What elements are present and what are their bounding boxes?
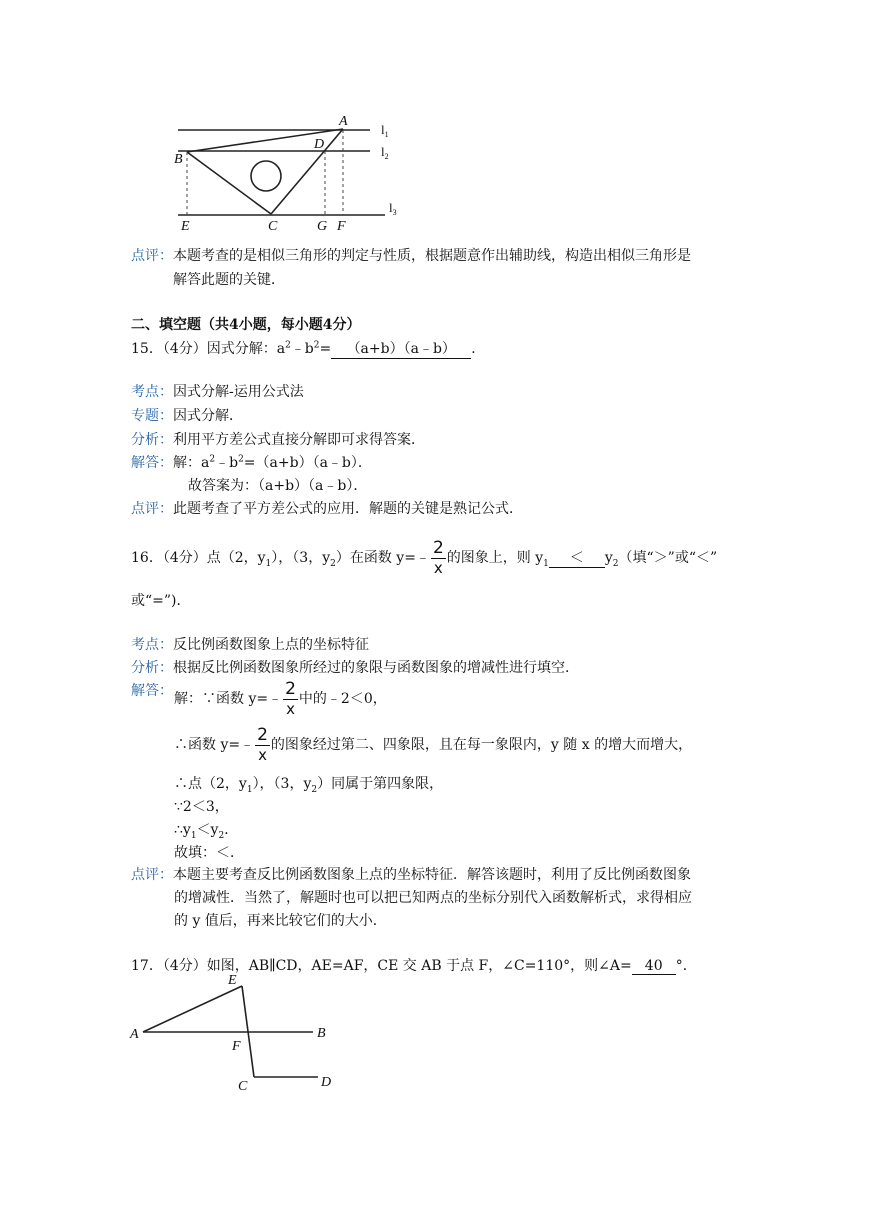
label-E: E [181,219,190,234]
q15-solution-line2: 故答案为：（a+b）（a﹣b）． [188,478,368,494]
section-title: 二、填空题（共4小题，每小题4分） [131,317,361,333]
q15-analysis: 分析：利用平方差公式直接分解即可求得答案． [131,432,425,448]
q15-comment: 点评：此题考查了平方差公式的应用．解题的关键是熟记公式． [131,501,523,517]
label-l2: $l_2$ [381,144,389,161]
q16-analysis: 分析：根据反比例函数图象所经过的象限与函数图象的增减性进行填空． [131,660,579,676]
label-C2: C [238,1079,248,1094]
comment-label: 点评 [131,248,159,264]
q16-solution-line6: 故填：＜． [174,845,244,861]
figure-parallel-lines-triangle [160,108,420,236]
label-B: B [174,152,183,167]
q16-answer: ＜ [549,547,605,568]
q15-solution: 解答：解：$a^2﹣b^2=(a+b)(a﹣b)$． [131,454,372,471]
q14-comment-line2: 解答此题的关键． [173,272,285,288]
label-B2: B [317,1026,326,1041]
q16-solution-line1: 解：∵函数 y=﹣ $\frac{2}{x}$ 中的﹣2＜0， [174,679,387,718]
q16-comment-line2: 的增减性．当然了，解题时也可以把已知两点的坐标分别代入函数解析式，求得相应 [174,890,692,906]
q16-comment: 点评：本题主要考查反比例函数图象上点的坐标特征．解答该题时，利用了反比例函数图象 [131,867,691,883]
q16-solution-line2: ∴函数 y=﹣ $\frac{2}{x}$ 的图象经过第二、四象限，且在每一象限内，y 随 x 的增大而增大， [174,725,693,764]
q16-stem-line2: 或“=”)． [131,593,191,609]
label-D: D [314,137,325,152]
label-A2: A [130,1027,139,1042]
q15-topic: 专题：因式分解． [131,408,243,424]
q16-solution-line3: ∴点（2，$y_1$），（3，$y_2$）同属于第四象限， [174,776,444,795]
label-l3: $l_3$ [389,200,397,217]
q16-stem: 16．（4分）点（2，$y_1$），（3，$y_2$）在函数 y=﹣ $\frac{2}{x}$ 的图象上，则 $y_1 < y_2$（填“＞”或“＜” [131,538,718,577]
label-D2: D [321,1075,332,1090]
q16-solution-line5: $\therefore y_1<y_2$． [174,822,239,841]
q16-solution-label: 解答： [131,683,173,699]
q16-point: 考点：反比例函数图象上点的坐标特征 [131,637,369,653]
label-A: A [339,114,348,129]
q15-answer: （a+b）（a﹣b） [331,338,471,359]
q16-comment-line3: 的 y 值后，再来比较它们的大小． [174,913,387,929]
q14-comment: 点评：本题考查的是相似三角形的判定与性质，根据题意作出辅助线，构造出相似三角形是 [131,248,691,264]
label-F: F [337,219,346,234]
label-C: C [268,219,278,234]
q15-point: 考点：因式分解-运用公式法 [131,384,304,400]
q16-solution-line4: ∵2＜3， [174,799,229,815]
figure-parallel-lines-angle [125,968,355,1096]
q16-fraction: $\frac{2}{x}$ [432,538,444,577]
label-G: G [317,219,328,234]
label-E2: E [228,973,237,988]
q17-answer: 40 [632,958,676,975]
q17-stem: 17．（4分）如图，AB∥CD，AE=AF，CE 交 AB 于点 F，∠C=110°，则∠A= 40 °． [131,958,697,974]
label-F2: F [232,1039,241,1054]
q15-stem: 15．（4分）因式分解：$a^2﹣b^2=$ （a+b）（a﹣b） ． [131,338,485,359]
label-l1: $l_1$ [381,122,389,139]
